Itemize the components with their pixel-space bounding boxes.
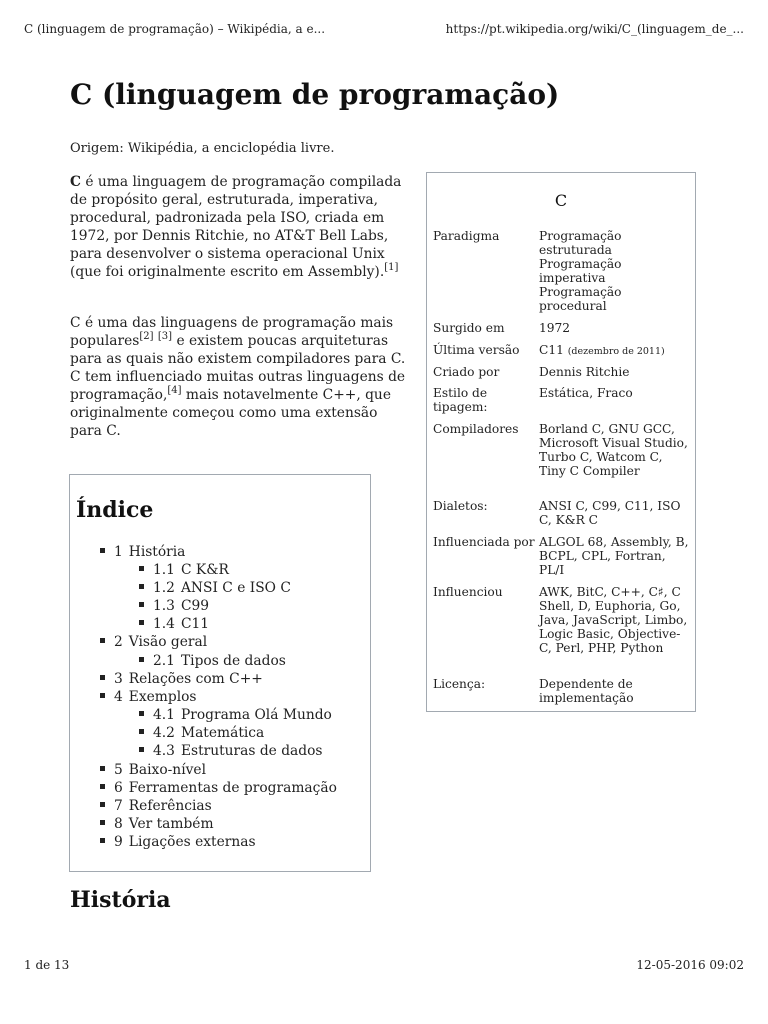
toc-item[interactable]: 4.1 Programa Olá Mundo: [139, 706, 332, 724]
infobox-label: Compiladores: [433, 422, 519, 436]
infobox-label: Criado por: [433, 365, 500, 379]
infobox-row: [433, 499, 691, 527]
page-title: C (linguagem de programação): [70, 78, 560, 111]
bullet-icon: [139, 747, 144, 752]
infobox-label: Estilo de tipagem:: [433, 386, 488, 414]
bullet-icon: [139, 584, 144, 589]
toc-item[interactable]: 9 Ligações externas: [100, 833, 256, 851]
bullet-icon: [100, 693, 105, 698]
infobox-row: [433, 535, 691, 577]
intro-text-2a: C é uma das linguagens de programação mais populares: [70, 315, 394, 349]
bullet-icon: [139, 602, 144, 607]
bullet-icon: [139, 657, 144, 662]
bullet-icon: [139, 729, 144, 734]
toc-item[interactable]: 1.2 ANSI C e ISO C: [139, 579, 291, 597]
infobox-label: Última versão: [433, 343, 520, 357]
infobox-row: [433, 677, 691, 705]
infobox: [426, 172, 696, 712]
bullet-icon: [100, 802, 105, 807]
toc-item[interactable]: 8 Ver também: [100, 815, 214, 833]
print-footer: [24, 958, 744, 972]
infobox-label: Influenciou: [433, 585, 503, 599]
bullet-icon: [100, 766, 105, 771]
toc-item[interactable]: 5 Baixo-nível: [100, 761, 206, 779]
toc-item[interactable]: 3 Relações com C++: [100, 670, 263, 688]
bullet-icon: [100, 820, 105, 825]
toc-item[interactable]: 1.1 C K&R: [139, 561, 229, 579]
infobox-label: Licença:: [433, 677, 486, 691]
reference-link-3[interactable]: [3]: [157, 331, 173, 342]
infobox-title: C: [554, 191, 568, 210]
infobox-value: Dennis Ritchie: [539, 365, 630, 379]
infobox-value: Estática, Fraco: [539, 386, 633, 400]
infobox-row: [433, 386, 691, 414]
print-footer-datetime: 12-05-2016 09:02: [636, 958, 744, 972]
origin-line: Origem: Wikipédia, a enciclopédia livre.: [70, 141, 335, 156]
infobox-value: Programação estruturada Programação imperativa Programação procedural: [539, 229, 622, 313]
intro-text-2c: mais notavelmente C++, que originalmente começou como uma extensão para C.: [70, 387, 391, 439]
print-header-title: C (linguagem de programação) – Wikipédia, a e...: [24, 22, 326, 36]
intro-text-2b: e existem poucas arquiteturas para as quais não existem compiladores para C. C tem influenciado muitas outras linguagens de programação,: [70, 333, 406, 403]
reference-link-2[interactable]: [2]: [139, 331, 154, 342]
intro-paragraph-2: [70, 314, 410, 440]
bullet-icon: [100, 675, 105, 680]
infobox-label: Paradigma: [433, 229, 500, 243]
infobox-row: [433, 229, 691, 313]
infobox-value-main: C11: [539, 343, 564, 357]
infobox-value: [539, 343, 691, 359]
infobox-value: ANSI C, C99, C11, ISO C, K&R C: [539, 499, 681, 527]
reference-link-4[interactable]: [4]: [167, 385, 182, 396]
infobox-row: [433, 365, 691, 379]
reference-link-1[interactable]: [1]: [384, 262, 399, 273]
infobox-value: Borland C, GNU GCC, Microsoft Visual Studio, Turbo C, Watcom C, Tiny C Compiler: [539, 422, 688, 478]
intro-text-1: é uma linguagem de programação compilada de propósito geral, estruturada, imperativa, procedural, padronizada pela ISO, criada em 1972, por Dennis Ritchie, no AT&T Bell Labs, para desenvolver o sistema operacional Unix (que foi originalmente escrito em Assembly).: [70, 174, 402, 280]
table-of-contents: [69, 474, 371, 872]
infobox-value: Dependente de implementação: [539, 677, 634, 705]
bullet-icon: [100, 548, 105, 553]
bullet-icon: [100, 838, 105, 843]
print-header-url: https://pt.wikipedia.org/wiki/C_(linguagem_de_...: [445, 22, 744, 36]
toc-item[interactable]: 2.1 Tipos de dados: [139, 652, 286, 670]
toc-title: Índice: [76, 497, 154, 523]
toc-item[interactable]: 4 Exemplos: [100, 688, 197, 706]
toc-item[interactable]: 4.2 Matemática: [139, 724, 264, 742]
infobox-label: Dialetos:: [433, 499, 488, 513]
bullet-icon: [139, 620, 144, 625]
toc-item[interactable]: 1 História: [100, 543, 185, 561]
toc-item[interactable]: 7 Referências: [100, 797, 212, 815]
infobox-row: [433, 422, 691, 478]
toc-item[interactable]: 4.3 Estruturas de dados: [139, 742, 323, 760]
toc-item[interactable]: 2 Visão geral: [100, 633, 207, 651]
infobox-label: Influenciada por: [433, 535, 535, 549]
infobox-value-date: (dezembro de 2011): [567, 346, 665, 357]
infobox-label: Surgido em: [433, 321, 505, 335]
bullet-icon: [139, 711, 144, 716]
bullet-icon: [100, 784, 105, 789]
toc-item[interactable]: 6 Ferramentas de programação: [100, 779, 337, 797]
infobox-value: 1972: [539, 321, 571, 335]
infobox-row: [433, 321, 691, 335]
infobox-row: [433, 343, 691, 359]
bullet-icon: [139, 566, 144, 571]
section-heading-historia: História: [70, 887, 171, 913]
intro-bold-term: C: [70, 174, 81, 190]
infobox-row: [433, 585, 691, 655]
intro-paragraph-1: [70, 173, 410, 281]
print-footer-page-count: 1 de 13: [24, 958, 70, 972]
infobox-value: AWK, BitC, C++, C♯, C Shell, D, Euphoria, Go, Java, JavaScript, Limbo, Logic Basic, Objective-C, Perl, PHP, Python: [539, 585, 688, 655]
infobox-value: ALGOL 68, Assembly, B, BCPL, CPL, Fortran, PL/I: [539, 535, 689, 577]
toc-item[interactable]: 1.4 C11: [139, 615, 209, 633]
print-header: [24, 22, 744, 36]
bullet-icon: [100, 638, 105, 643]
toc-item[interactable]: 1.3 C99: [139, 597, 209, 615]
